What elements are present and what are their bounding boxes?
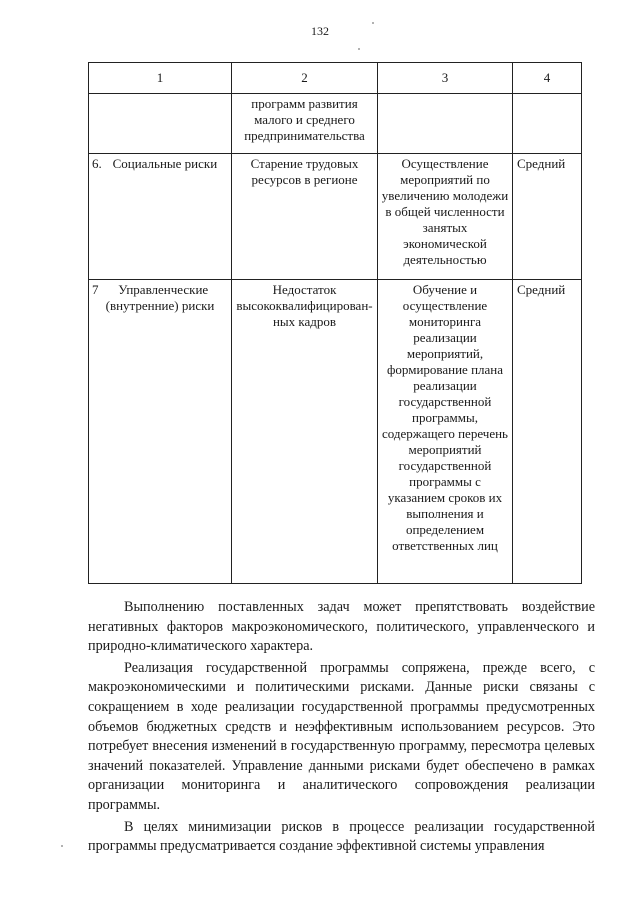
risk-measure: Обучение и осуществление мониторинга реализации мероприятий, формирование плана реализации государственной программы, содержащего перечень мероприятий государственной программы с указанием сроков их выполнения и определением ответственных лиц (378, 280, 513, 584)
header-cell-2: 2 (232, 63, 378, 94)
risk-category-cell (89, 280, 232, 584)
risk-category: Социальные риски (112, 156, 218, 171)
risk-factor: программ развития малого и среднего предпринимательства (232, 94, 378, 154)
risk-category-cell (89, 154, 232, 280)
body-text (88, 598, 595, 859)
table-row (89, 94, 582, 154)
risk-category: Управленческие (внутренние) риски (105, 282, 215, 313)
page-number: 132 (311, 24, 329, 38)
header-cell-4: 4 (513, 63, 582, 94)
table-header-row (89, 63, 582, 94)
risk-measure (378, 94, 513, 154)
row-number: 6. (92, 156, 102, 171)
risk-measure: Осуществление мероприятий по увеличению молодежи в общей численности занятых экономической деятельностью (378, 154, 513, 280)
risk-category-cell (89, 94, 232, 154)
paragraph: В целях минимизации рисков в процессе реализации государственной программы предусматривается создание эффективной системы управления (88, 818, 595, 855)
scan-speck (372, 22, 374, 24)
risk-level: Средний (513, 154, 582, 280)
header-cell-3: 3 (378, 63, 513, 94)
header-cell-1: 1 (89, 63, 232, 94)
risk-table (88, 62, 582, 584)
scan-speck (358, 48, 360, 50)
risk-factor: Старение трудовых ресурсов в регионе (232, 154, 378, 280)
risk-factor: Недостаток высококвалифицирован-ных кадров (232, 280, 378, 584)
paragraph: Реализация государственной программы сопряжена, прежде всего, с макроэкономическими и политическими рисками. Данные риски связаны с сокращением в ходе реализации государственной программы предусмотренных объемов бюджетных средств и неэффективным использованием ресурсов. Это потребует внесения изменений в государственную программу, пересмотра целевых значений показателей. Управление данными рисками будет обеспечено в рамках организации мониторинга и аналитического сопровождения реализации программы. (88, 659, 595, 813)
risk-level: Средний (513, 280, 582, 584)
row-number: 7 (92, 282, 99, 297)
risk-level (513, 94, 582, 154)
scan-speck (61, 845, 63, 847)
table-row (89, 280, 582, 584)
paragraph: Выполнению поставленных задач может препятствовать воздействие негативных факторов макроэкономического, политического, управленческого и природно-климатического характера. (88, 599, 595, 655)
table-row (89, 154, 582, 280)
